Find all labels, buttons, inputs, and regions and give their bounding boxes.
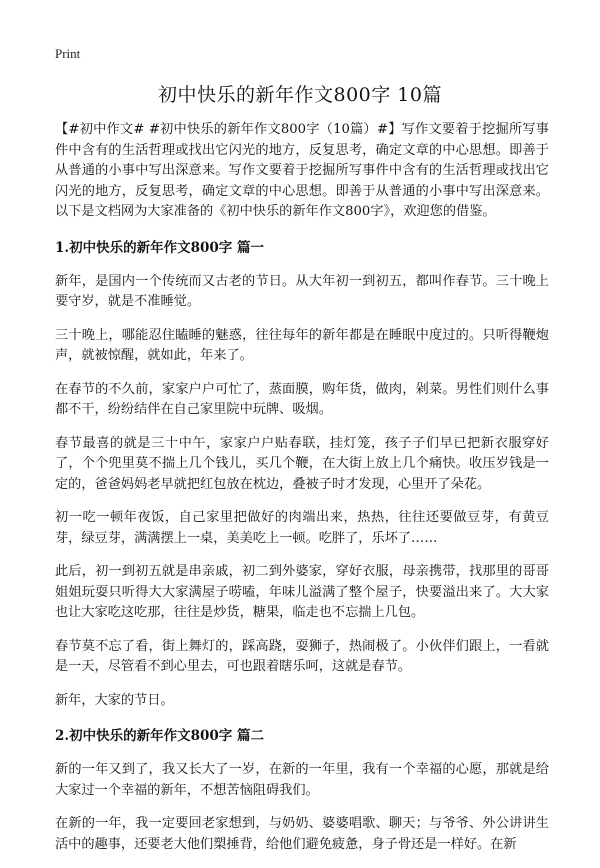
paragraph: 新年，大家的节日。: [55, 692, 174, 708]
paragraph: 春节最喜的就是三十中午，家家户户贴春联，挂灯笼，孩子子们早已把新衣服穿好了，个个兜里莫不揣上几个钱儿，买几个鞭，在大街上放上几个痛快。收压岁钱是一定的，爸爸妈妈老早就把红包放在枕边，叠被子时才发现，心里开了朵花。: [55, 435, 549, 492]
paragraph: 初一吃一顿年夜饭，自己家里把做好的肉端出来，热热，往往还要做豆芽，有黄豆芽，绿豆芽，满满摆上一桌，美美吃上一顿。吃胖了，乐坏了……: [55, 510, 549, 546]
paragraph: 新年，是国内一个传统而又古老的节日。从大年初一到初五，都叫作春节。三十晚上要守岁，就是不准睡觉。: [55, 273, 549, 309]
paragraph: 春节莫不忘了看，街上舞灯的，踩高跷，耍狮子，热闹极了。小伙伴们跟上，一看就是一天，尽管看不到心里去，可也跟着瞎乐呵，这就是春节。: [55, 638, 549, 674]
section-heading-2: 2.初中快乐的新年作文800字 篇二: [55, 728, 264, 744]
page-title: 初中快乐的新年作文800字 10篇: [158, 84, 442, 106]
intro-paragraph: 【#初中作文# #初中快乐的新年作文800字（10篇）#】写作文要着于挖掘所写事件中含有的生活哲理或找出它闪光的地方，反复思考，确定文章的中心思想。即善于从普通的小事中写出深意来。写作文要着于挖掘所写事件中含有的生活哲理或找出它闪光的地方，反复思考，确定文章的中心思想。即善于从普通的小事中写出深意来。以下是文档网为大家准备的《初中快乐的新年作文800字》，欢迎您的借鉴。: [55, 122, 549, 219]
paragraph: 此后，初一到初五就是串亲戚，初二到外婆家，穿好衣服，母亲携带，找那里的哥哥姐姐玩耍只听得大大家满屋子唠嗑，年味儿溢满了整个屋子，快要溢出来了。大大家也让大家吃这吃那，往往是炒货，糖果，临走也不忘揣上几包。: [55, 564, 549, 620]
article-body: [55, 120, 549, 868]
paragraph: 新的一年又到了，我又长大了一岁，在新的一年里，我有一个幸福的心愿，那就是给大家过一个幸福的新年，不想苦恼阻碍我们。: [55, 762, 549, 798]
section-heading-1: 1.初中快乐的新年作文800字 篇一: [55, 239, 264, 256]
paragraph: 三十晚上，哪能忍住瞌睡的魅惑，往往每年的新年都是在睡眠中度过的。只听得鞭炮声，就被惊醒，就如此，年来了。: [55, 327, 549, 363]
paragraph: 在春节的不久前，家家户户可忙了，蒸面膜，购年货，做肉，剁菜。男性们则什么事都不干，纷纷结伴在自己家里院中玩牌、吸烟。: [55, 381, 549, 417]
print-link[interactable]: Print: [55, 46, 81, 61]
paragraph: 在新的一年，我一定要回老家想到，与奶奶、婆婆唱歌、聊天；与爷爷、外公讲讲生活中的趣事，还要老大他们槊捶背，给他们避免疲惫，身子骨还是一样好。在新: [55, 816, 549, 852]
